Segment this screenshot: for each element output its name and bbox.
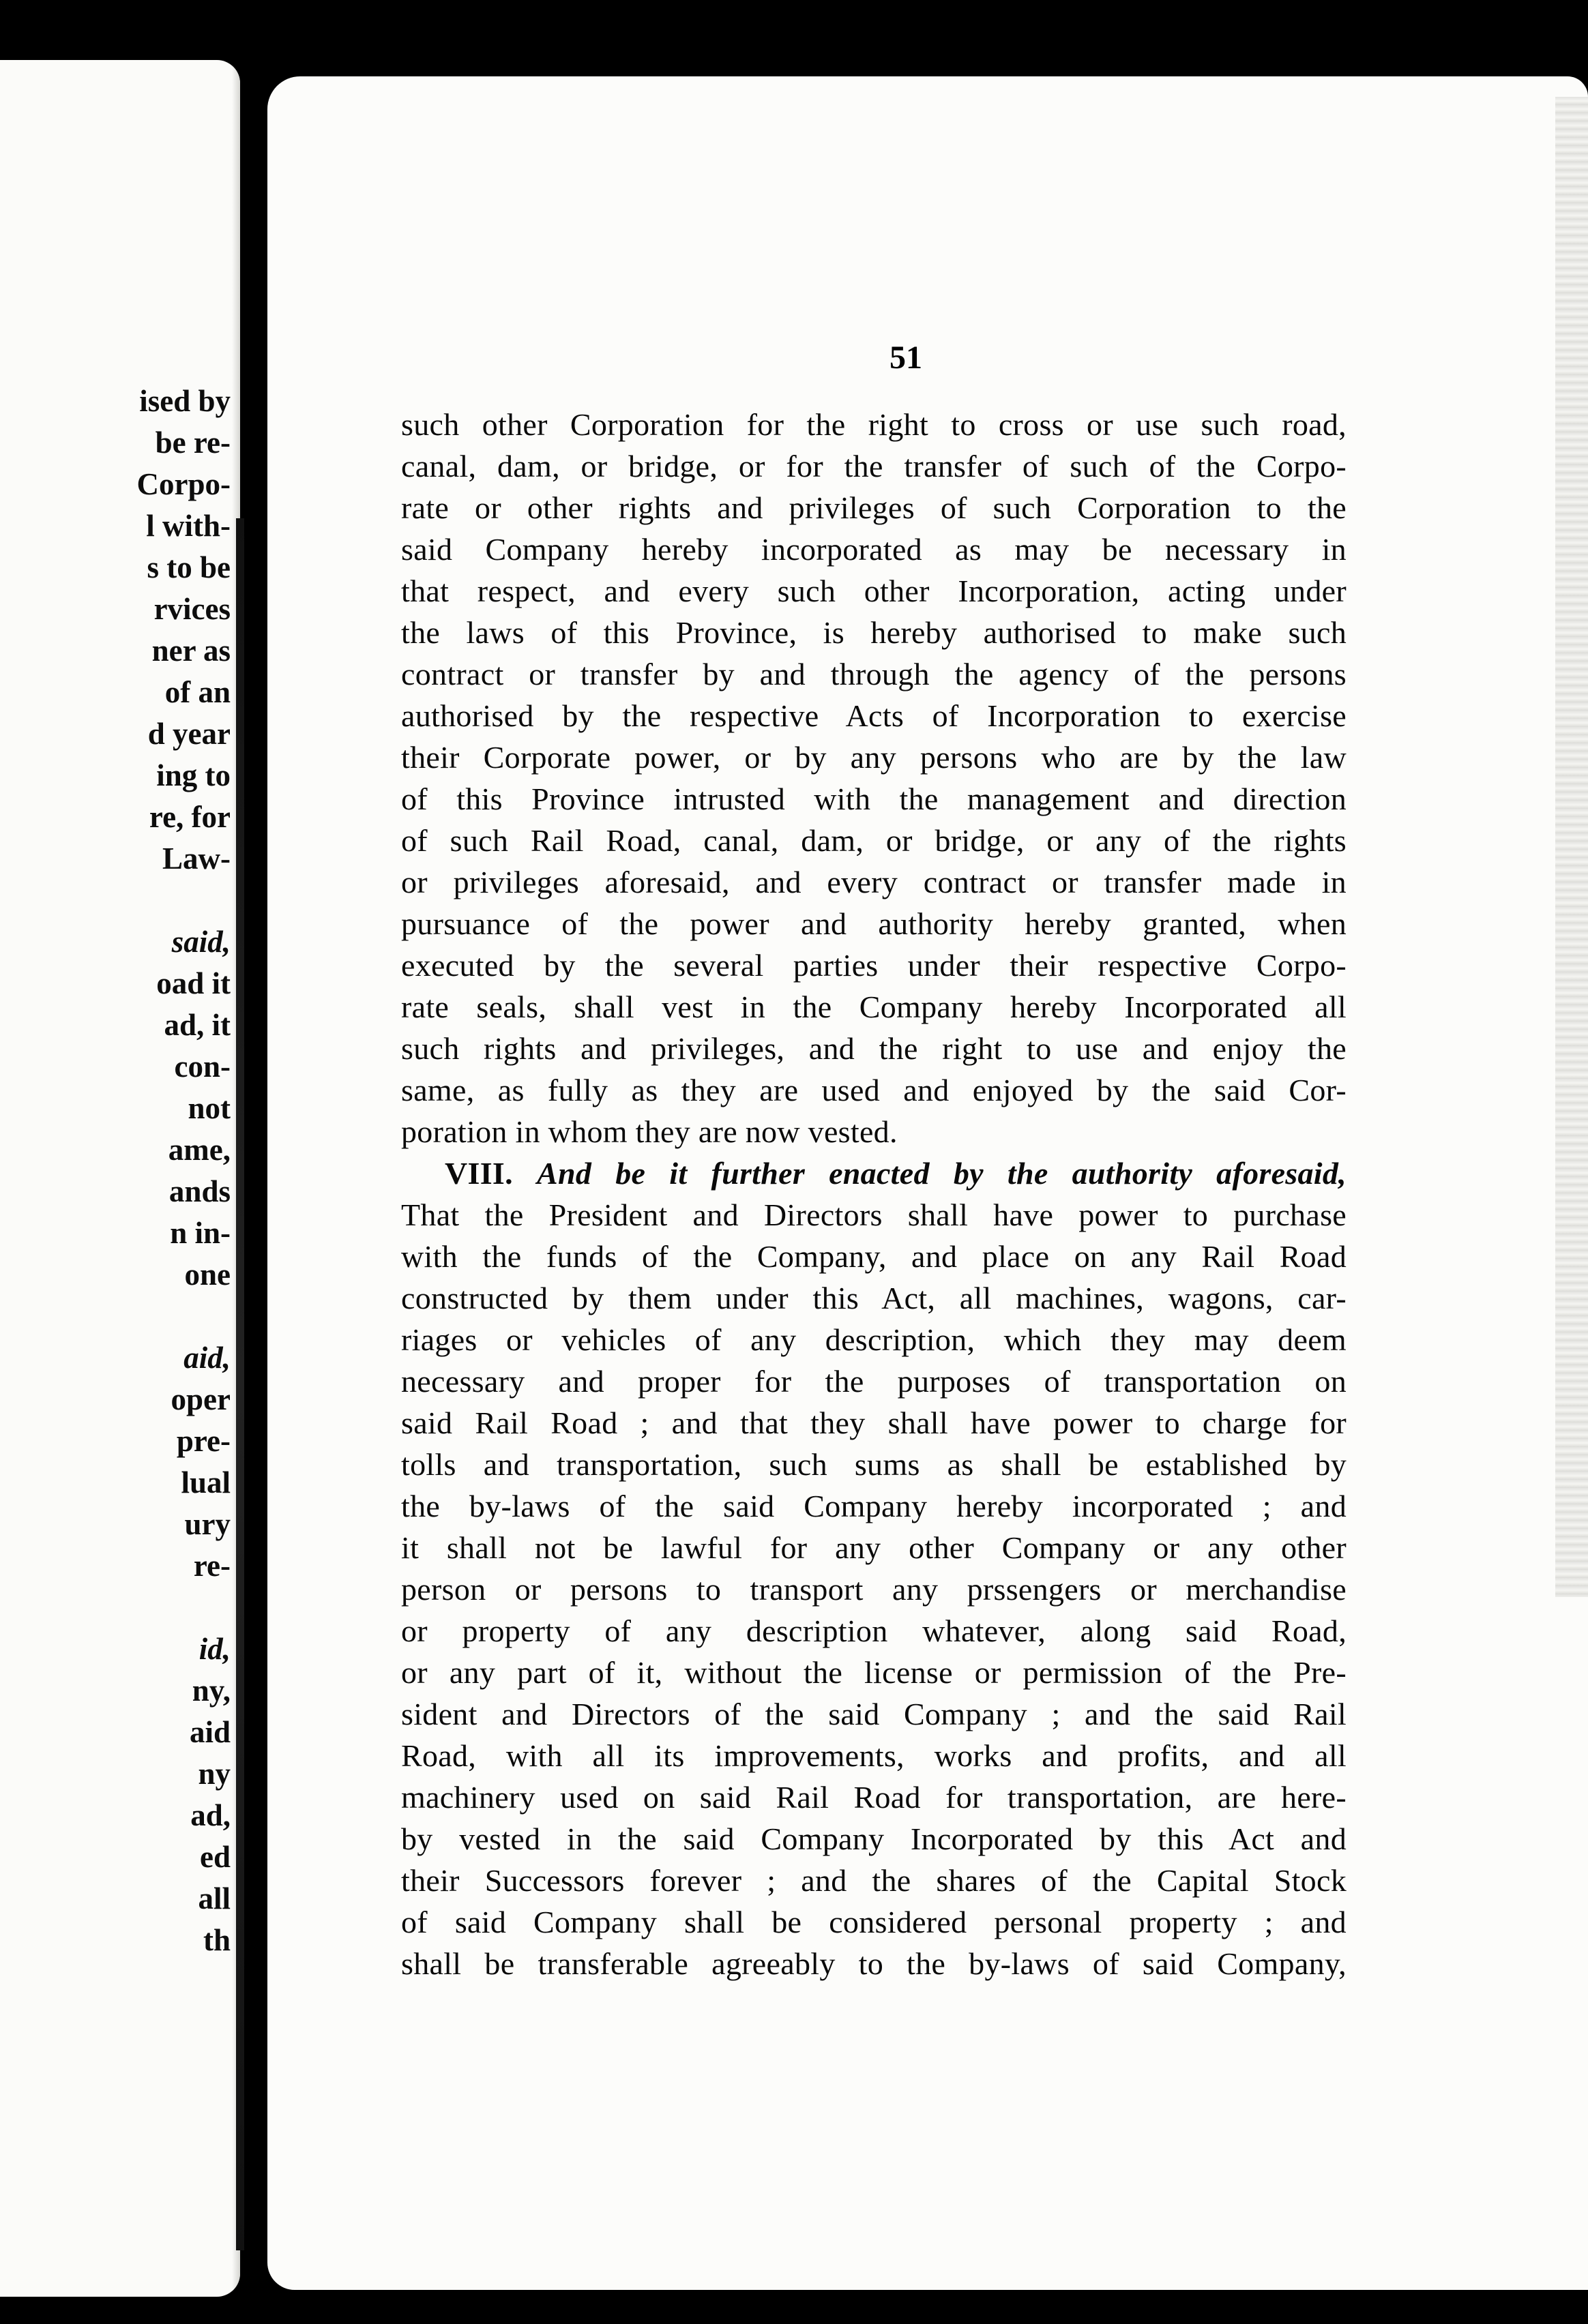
text-line: rate seals, shall vest in the Company hereby Incorporated all — [401, 989, 1347, 1024]
left-text-line: ame, — [168, 1133, 231, 1167]
left-text-line: oper — [171, 1382, 231, 1416]
right-page — [267, 76, 1588, 2290]
text-line: the laws of this Province, is hereby authorised to make such — [401, 615, 1347, 650]
left-text-line: Law- — [162, 841, 231, 876]
left-text-line: ury — [184, 1507, 231, 1541]
left-text-gap — [0, 880, 231, 921]
left-text-line: all — [198, 1881, 231, 1916]
left-text-gap — [0, 1296, 231, 1337]
book-gutter — [236, 518, 244, 2250]
left-text-line: ny — [198, 1757, 231, 1791]
left-text-line: one — [184, 1257, 231, 1292]
text-line: contract or transfer by and through the agency of the persons — [401, 657, 1347, 691]
left-text-line: con- — [174, 1049, 231, 1084]
left-text-line: of an — [164, 675, 231, 709]
left-text-line: l with- — [146, 509, 231, 543]
text-line: of said Company shall be considered personal property ; and — [401, 1905, 1347, 1939]
left-text-gap — [0, 1587, 231, 1628]
left-text-line: rvices — [153, 592, 231, 626]
left-text-line: th — [203, 1923, 231, 1957]
text-line: canal, dam, or bridge, or for the transfer of such of the Corpo- — [401, 449, 1347, 483]
left-text-line: ny, — [192, 1673, 231, 1708]
text-line: it shall not be lawful for any other Company or any other — [401, 1530, 1347, 1565]
text-line: That the President and Directors shall have power to purchase — [401, 1197, 1347, 1232]
left-text-line: re- — [193, 1549, 231, 1583]
body-text — [401, 404, 1347, 1984]
text-line: said Company hereby incorporated as may be necessary in — [401, 532, 1347, 567]
text-line: pursuance of the power and authority hereby granted, when — [401, 906, 1347, 941]
text-line: Road, with all its improvements, works and profits, and all — [401, 1738, 1347, 1773]
text-line: person or persons to transport any prssengers or merchandise — [401, 1572, 1347, 1607]
left-text-line: n in- — [170, 1216, 231, 1250]
section-heading-line — [401, 1152, 1347, 1194]
page-number: 51 — [889, 340, 922, 376]
left-text-line: ands — [168, 1174, 231, 1208]
text-line: that respect, and every such other Incorporation, acting under — [401, 573, 1347, 608]
text-line: or privileges aforesaid, and every contract or transfer made in — [401, 865, 1347, 899]
left-text-line: ner as — [151, 634, 231, 668]
text-line: such rights and privileges, and the right to use and enjoy the — [401, 1031, 1347, 1066]
text-line: same, as fully as they are used and enjoyed by the said Cor- — [401, 1073, 1347, 1107]
left-text-line: not — [188, 1091, 231, 1125]
text-line: by vested in the said Company Incorporated by this Act and — [401, 1821, 1347, 1856]
text-line: rate or other rights and privileges of such Corporation to the — [401, 490, 1347, 525]
left-text-line: ing to — [156, 758, 231, 792]
text-line: poration in whom they are now vested. — [401, 1114, 898, 1149]
text-line: of such Rail Road, canal, dam, or bridge, or any of the rights — [401, 823, 1347, 858]
left-text-line: Corpo- — [136, 467, 231, 501]
left-text-line: d year — [147, 717, 231, 751]
text-line: said Rail Road ; and that they shall have power to charge for — [401, 1405, 1347, 1440]
text-line: sident and Directors of the said Company ; and the said Rail — [401, 1697, 1347, 1731]
left-text-line: id, — [198, 1632, 231, 1666]
left-text-line: oad it — [156, 966, 231, 1000]
text-line: their Corporate power, or by any persons who are by the law — [401, 740, 1347, 775]
text-line: the by-laws of the said Company hereby incorporated ; and — [401, 1489, 1347, 1523]
left-page — [0, 60, 240, 2297]
text-line: with the funds of the Company, and place on any Rail Road — [401, 1239, 1347, 1274]
section-number: VIII. — [445, 1156, 513, 1191]
text-line: authorised by the respective Acts of Incorporation to exercise — [401, 698, 1347, 733]
text-line: constructed by them under this Act, all machines, wagons, car- — [401, 1281, 1347, 1315]
left-text-line: aid — [189, 1715, 231, 1749]
left-text-line: s to be — [147, 550, 231, 584]
left-text-line: lual — [181, 1465, 231, 1500]
text-line: shall be transferable agreeably to the by-laws of said Company, — [401, 1946, 1347, 1981]
text-line: necessary and proper for the purposes of transportation on — [401, 1364, 1347, 1399]
text-line: their Successors forever ; and the shares of the Capital Stock — [401, 1863, 1347, 1898]
left-text-line: ad, — [190, 1798, 231, 1832]
left-text-line: ed — [200, 1840, 231, 1874]
text-line: or property of any description whatever, along said Road, — [401, 1613, 1347, 1648]
left-page-text — [0, 381, 231, 1961]
left-text-line: pre- — [176, 1424, 231, 1458]
left-text-line: ad, it — [164, 1008, 231, 1042]
text-line: machinery used on said Rail Road for transportation, are here- — [401, 1780, 1347, 1815]
left-text-line: said, — [171, 925, 231, 959]
text-line: such other Corporation for the right to cross or use such road, — [401, 407, 1347, 442]
text-line: tolls and transportation, such sums as shall be established by — [401, 1447, 1347, 1482]
page-edge-wear — [1555, 97, 1588, 1597]
left-text-line: ised by — [139, 384, 231, 418]
left-text-line: re, for — [149, 800, 231, 834]
text-line: of this Province intrusted with the management and direction — [401, 781, 1347, 816]
text-line: or any part of it, without the license or permission of the Pre- — [401, 1655, 1347, 1690]
left-text-line: be re- — [155, 426, 231, 460]
left-text-line: aid, — [183, 1341, 231, 1375]
text-line: executed by the several parties under their respective Corpo- — [401, 948, 1347, 983]
enacting-clause: And be it further enacted by the authority aforesaid, — [536, 1156, 1347, 1191]
text-line: riages or vehicles of any description, which they may deem — [401, 1322, 1347, 1357]
